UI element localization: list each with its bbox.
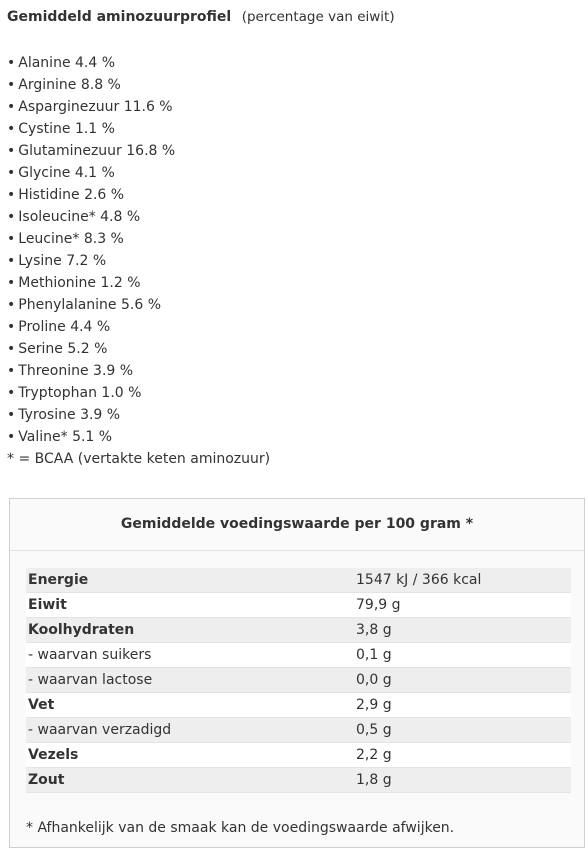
amino-acid-name: Serine: [18, 341, 63, 357]
nutrition-label: Zout: [26, 768, 354, 793]
amino-acid-item: [7, 360, 175, 382]
amino-acid-name: Histidine: [18, 187, 80, 203]
amino-acid-item: [7, 52, 175, 74]
amino-acid-value: 11.6 %: [123, 99, 173, 115]
amino-acid-value: 3.9 %: [80, 407, 121, 423]
amino-acid-item: [7, 228, 175, 250]
amino-acid-item: [7, 316, 175, 338]
amino-acid-name: Leucine*: [18, 231, 80, 247]
bullet-icon: •: [7, 385, 16, 401]
amino-acid-name: Asparginezuur: [18, 99, 120, 115]
amino-acid-name: Phenylalanine: [18, 297, 117, 313]
nutrition-value: 2,2 g: [354, 743, 571, 768]
amino-acid-name: Methionine: [18, 275, 97, 291]
amino-acid-name: Threonine: [18, 363, 89, 379]
amino-acid-name: Alanine: [18, 55, 71, 71]
nutrition-label: Vet: [26, 693, 354, 718]
nutrition-panel: [9, 498, 585, 848]
amino-acid-name: Glycine: [18, 165, 71, 181]
nutrition-note: * Afhankelijk van de smaak kan de voedingswaarde afwijken.: [26, 820, 455, 836]
amino-acid-value: 3.9 %: [93, 363, 134, 379]
amino-acid-name: Arginine: [18, 77, 77, 93]
nutrition-label: - waarvan suikers: [26, 643, 354, 668]
amino-acid-value: 1.0 %: [101, 385, 142, 401]
nutrition-row: [26, 743, 571, 768]
amino-acid-value: 16.8 %: [126, 143, 176, 159]
amino-acid-name: Isoleucine*: [18, 209, 96, 225]
amino-acid-item: [7, 162, 175, 184]
nutrition-value: 3,8 g: [354, 618, 571, 643]
nutrition-row: [26, 768, 571, 793]
nutrition-row: [26, 718, 571, 743]
nutrition-row: [26, 693, 571, 718]
amino-acid-value: 5.2 %: [67, 341, 108, 357]
amino-acid-item: [7, 338, 175, 360]
amino-acid-name: Tyrosine: [18, 407, 76, 423]
amino-acid-value: 8.8 %: [80, 77, 121, 93]
nutrition-row: [26, 568, 571, 593]
nutrition-value: 0,1 g: [354, 643, 571, 668]
nutrition-row: [26, 643, 571, 668]
nutrition-row: [26, 668, 571, 693]
bullet-icon: •: [7, 407, 16, 423]
bullet-icon: •: [7, 231, 16, 247]
amino-acid-name: Proline: [18, 319, 66, 335]
nutrition-label: - waarvan verzadigd: [26, 718, 354, 743]
amino-acid-item: [7, 426, 175, 448]
amino-profile-heading: [7, 9, 395, 25]
amino-acid-name: Glutaminezuur: [18, 143, 122, 159]
nutrition-value: 1547 kJ / 366 kcal: [354, 568, 571, 593]
nutrition-table: [26, 568, 571, 793]
title-divider: [10, 550, 584, 551]
amino-acid-name: Cystine: [18, 121, 71, 137]
nutrition-row: [26, 593, 571, 618]
nutrition-row: [26, 618, 571, 643]
amino-acid-value: 4.1 %: [74, 165, 115, 181]
amino-acid-item: [7, 250, 175, 272]
nutrition-title: Gemiddelde voedingswaarde per 100 gram *: [120, 516, 474, 532]
amino-acid-value: 4.4 %: [75, 55, 116, 71]
nutrition-label: Energie: [26, 568, 354, 593]
amino-acid-value: 1.1 %: [74, 121, 115, 137]
amino-profile-title: Gemiddeld aminozuurprofiel: [7, 9, 232, 25]
bullet-icon: •: [7, 429, 16, 445]
amino-acid-value: 5.1 %: [72, 429, 113, 445]
bullet-icon: •: [7, 275, 16, 291]
amino-acid-value: 5.6 %: [121, 297, 162, 313]
amino-acid-value: 4.8 %: [100, 209, 141, 225]
nutrition-value: 0,0 g: [354, 668, 571, 693]
bullet-icon: •: [7, 297, 16, 313]
bullet-icon: •: [7, 187, 16, 203]
bullet-icon: •: [7, 253, 16, 269]
bullet-icon: •: [7, 363, 16, 379]
amino-profile-subtitle: (percentage van eiwit): [241, 9, 395, 25]
amino-acid-item: [7, 294, 175, 316]
bcaa-footnote: * = BCAA (vertakte keten aminozuur): [7, 451, 271, 467]
bullet-icon: •: [7, 165, 16, 181]
amino-acid-name: Tryptophan: [18, 385, 97, 401]
amino-acid-value: 1.2 %: [100, 275, 141, 291]
nutrition-value: 79,9 g: [354, 593, 571, 618]
nutrition-label: Koolhydraten: [26, 618, 354, 643]
nutrition-label: - waarvan lactose: [26, 668, 354, 693]
nutrition-value: 0,5 g: [354, 718, 571, 743]
bullet-icon: •: [7, 55, 16, 71]
amino-acid-item: [7, 96, 175, 118]
amino-acid-item: [7, 206, 175, 228]
amino-acid-value: 4.4 %: [70, 319, 111, 335]
bullet-icon: •: [7, 99, 16, 115]
amino-acid-name: Valine*: [18, 429, 68, 445]
bullet-icon: •: [7, 319, 16, 335]
amino-acid-value: 2.6 %: [84, 187, 125, 203]
nutrition-label: Eiwit: [26, 593, 354, 618]
amino-acid-name: Lysine: [18, 253, 62, 269]
amino-acid-value: 8.3 %: [83, 231, 124, 247]
amino-acid-item: [7, 272, 175, 294]
amino-acid-item: [7, 184, 175, 206]
amino-acid-list: [7, 52, 175, 448]
amino-acid-item: [7, 404, 175, 426]
nutrition-label: Vezels: [26, 743, 354, 768]
bullet-icon: •: [7, 209, 16, 225]
amino-acid-item: [7, 140, 175, 162]
bullet-icon: •: [7, 121, 16, 137]
amino-acid-item: [7, 382, 175, 404]
amino-acid-item: [7, 74, 175, 96]
nutrition-value: 1,8 g: [354, 768, 571, 793]
bullet-icon: •: [7, 143, 16, 159]
bullet-icon: •: [7, 77, 16, 93]
bullet-icon: •: [7, 341, 16, 357]
amino-acid-item: [7, 118, 175, 140]
nutrition-value: 2,9 g: [354, 693, 571, 718]
amino-acid-value: 7.2 %: [66, 253, 107, 269]
